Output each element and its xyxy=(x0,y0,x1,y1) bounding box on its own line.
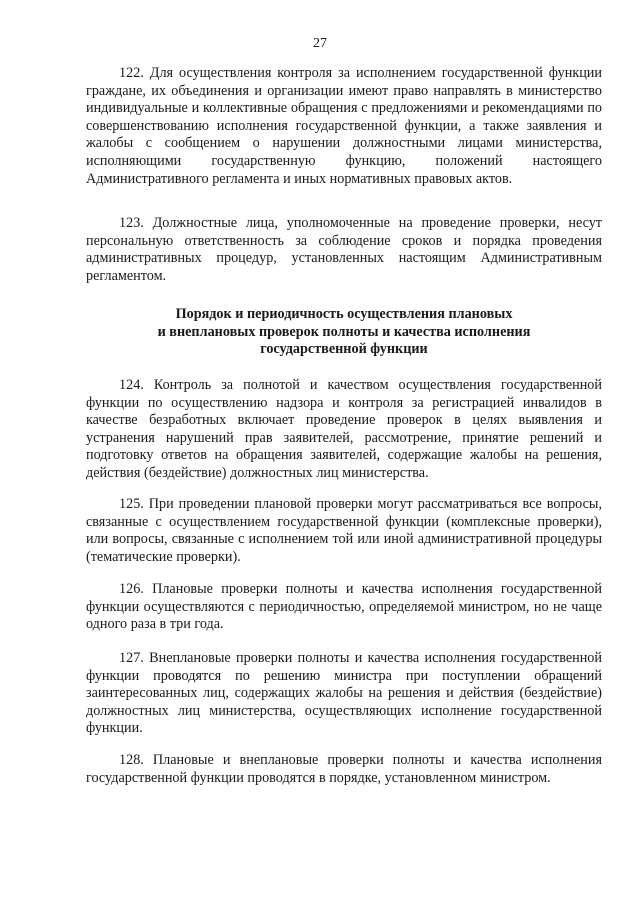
paragraph-126: 126. Плановые проверки полноты и качества исполнения государственной функции осуществляются с периодичностью, определяемой министром, но не чаще одного раза в три года. xyxy=(86,581,602,633)
page-number: 27 xyxy=(313,36,327,51)
paragraph-124: 124. Контроль за полнотой и качеством осуществления государственной функции по осуществлению надзора и контроля за регистрацией инвалидов в качестве безработных включает проведение проверок в целях выявления и устранения нарушений прав заявителей, рассмотрение, принятие решений и подготовку ответов на обращения заявителей, содержащие жалобы на решения, действия (бездействие) должностных лиц министерства. xyxy=(86,377,602,481)
section-heading-line: Порядок и периодичность осуществления плановых xyxy=(175,306,513,322)
paragraph-125: 125. При проведении плановой проверки могут рассматриваться все вопросы, связанные с осуществлением государственной функции (комплексные проверки), или вопросы, связанные с исполнением той или иной административной процедуры (тематические проверки). xyxy=(86,496,602,565)
section-heading-line: государственной функции xyxy=(260,341,428,358)
section-heading xyxy=(86,306,602,359)
section-heading-line: и внеплановых проверок полноты и качества исполнения xyxy=(157,323,531,340)
paragraph-128: 128. Плановые и внеплановые проверки полноты и качества исполнения государственной функции проводятся в порядке, установленном министром. xyxy=(86,752,602,786)
paragraph-122: 122. Для осуществления контроля за исполнением государственной функции граждане, их объединения и организации имеют право направлять в министерство индивидуальные и коллективные обращения с предложениями и рекомендациями по совершенствованию исполнения государственной функции, а также заявления и жалобы с сообщением о нарушении должностными лицами министерства, исполняющими государственную функцию, положений настоящего Административного регламента и иных нормативных правовых актов. xyxy=(86,65,602,187)
paragraph-123: 123. Должностные лица, уполномоченные на проведение проверки, несут персональную ответственность за соблюдение сроков и порядка проведения административных процедур, установленных настоящим Административным регламентом. xyxy=(86,215,602,284)
paragraph-127: 127. Внеплановые проверки полноты и качества исполнения государственной функции проводятся по решению министра при поступлении обращений заинтересованных лиц, содержащих жалобы на решения и действия (бездействие) должностных лиц министерства, осуществляющих исполнение государственной функции. xyxy=(86,650,602,737)
